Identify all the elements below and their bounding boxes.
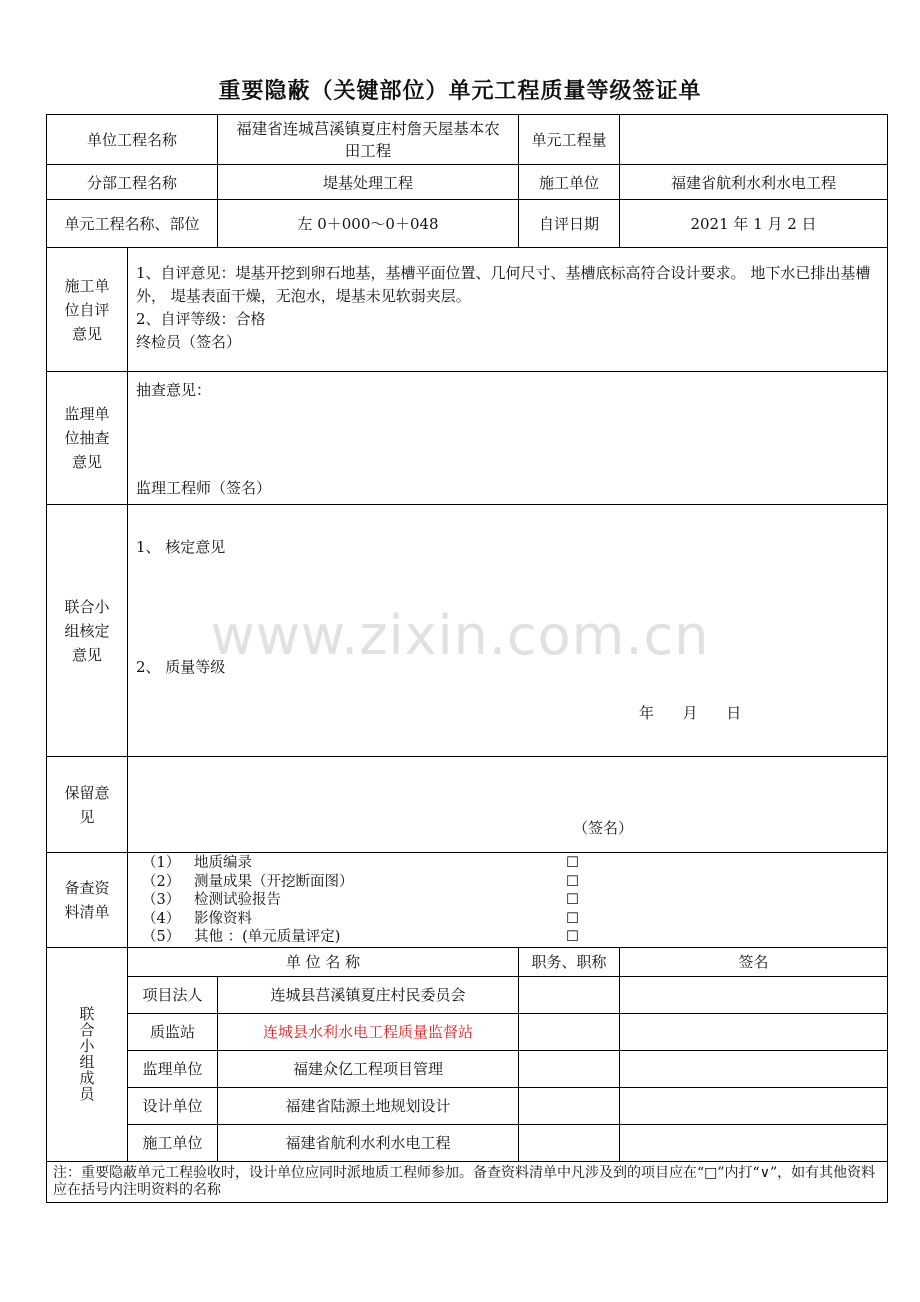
unit-project-name-value: 福建省连城莒溪镇夏庄村詹天屋基本农田工程 bbox=[218, 115, 519, 165]
joint-review-label: 联合小组核定意见 bbox=[47, 505, 128, 757]
members-col-sign: 签名 bbox=[620, 947, 888, 976]
member-name: 福建众亿工程项目管理 bbox=[218, 1050, 519, 1087]
member-title-cell[interactable] bbox=[519, 1124, 620, 1161]
checklist-item bbox=[128, 891, 887, 910]
contractor-value: 福建省航利水利水电工程 bbox=[620, 165, 888, 200]
unit-project-name-label: 单位工程名称 bbox=[47, 115, 218, 165]
joint-review-grade: 2、 质量等级 bbox=[136, 658, 226, 676]
member-row bbox=[47, 1013, 888, 1050]
member-role: 质监站 bbox=[128, 1013, 218, 1050]
certificate-form bbox=[46, 114, 888, 1203]
checkbox-icon[interactable]: ☐ bbox=[566, 892, 579, 908]
member-title-cell[interactable] bbox=[519, 1050, 620, 1087]
checklist-item bbox=[128, 854, 887, 873]
member-title-cell[interactable] bbox=[519, 1013, 620, 1050]
member-row bbox=[47, 1124, 888, 1161]
joint-review-date: 年 月 日 bbox=[639, 704, 742, 722]
member-sign-cell[interactable] bbox=[620, 1124, 888, 1161]
reserved-sign: （签名） bbox=[573, 819, 634, 837]
member-sign-cell[interactable] bbox=[620, 1087, 888, 1124]
checkbox-icon[interactable]: ☐ bbox=[566, 929, 579, 945]
checklist-label: 备查资料清单 bbox=[47, 853, 128, 948]
self-eval-opinion: 1、自评意见：堤基开挖到卵石地基，基槽平面位置、几何尺寸、基槽底标高符合设计要求。 地下水已排出基槽外， 堤基表面干燥，无泡水，堤基未见软弱夹层。 bbox=[136, 264, 871, 305]
element-quantity-label: 单元工程量 bbox=[519, 115, 620, 165]
checklist-content bbox=[128, 853, 888, 948]
checkbox-icon[interactable]: ☐ bbox=[566, 873, 579, 890]
watermark: www.zixin.com.cn bbox=[210, 604, 710, 667]
checklist-item-no: （1） bbox=[142, 855, 181, 871]
checklist-item-no: （4） bbox=[142, 910, 181, 927]
checklist-item bbox=[128, 873, 887, 892]
member-name: 连城县水利水电工程质量监督站 bbox=[218, 1013, 519, 1050]
checklist-item-text: 检测试验报告 bbox=[194, 892, 281, 908]
checklist-item bbox=[128, 928, 887, 947]
element-name-label: 单元工程名称、部位 bbox=[47, 200, 218, 248]
self-eval-date-label: 自评日期 bbox=[519, 200, 620, 248]
self-eval-content bbox=[128, 248, 888, 372]
members-label: 联合小组成员 bbox=[79, 1005, 95, 1103]
element-quantity-value[interactable] bbox=[620, 115, 888, 165]
element-name-value: 左 0＋000～0＋048 bbox=[218, 200, 519, 248]
reserved-label: 保留意见 bbox=[47, 757, 128, 853]
member-sign-cell[interactable] bbox=[620, 976, 888, 1013]
member-sign-cell[interactable] bbox=[620, 1013, 888, 1050]
joint-review-opinion: 1、 核定意见 bbox=[136, 538, 226, 556]
reserved-content bbox=[128, 757, 888, 853]
division-project-value: 堤基处理工程 bbox=[218, 165, 519, 200]
member-row bbox=[47, 1087, 888, 1124]
self-eval-label: 施工单位自评意见 bbox=[47, 248, 128, 372]
supervision-content bbox=[128, 372, 888, 505]
checklist-item-no: （2） bbox=[142, 873, 181, 890]
contractor-label: 施工单位 bbox=[519, 165, 620, 200]
checklist-item bbox=[128, 910, 887, 929]
checklist-item-no: （3） bbox=[142, 892, 181, 908]
member-name: 福建省陆源土地规划设计 bbox=[218, 1087, 519, 1124]
joint-review-content bbox=[128, 505, 888, 757]
checklist-item-no: （5） bbox=[142, 929, 181, 945]
checkbox-icon[interactable]: ☐ bbox=[566, 910, 579, 927]
member-title-cell[interactable] bbox=[519, 1087, 620, 1124]
self-eval-date-value: 2021 年 1 月 2 日 bbox=[620, 200, 888, 248]
page-title: 重要隐蔽（关键部位）单元工程质量等级签证单 bbox=[218, 79, 702, 104]
self-eval-grade: 2、自评等级：合格 bbox=[136, 310, 266, 328]
member-role: 施工单位 bbox=[128, 1124, 218, 1161]
members-col-title bbox=[519, 947, 620, 976]
checklist-item-text: 测量成果（开挖断面图） bbox=[194, 873, 354, 890]
member-title-cell[interactable] bbox=[519, 976, 620, 1013]
member-row bbox=[47, 1050, 888, 1087]
member-role: 设计单位 bbox=[128, 1087, 218, 1124]
supervision-opinion: 抽查意见： bbox=[136, 381, 212, 399]
checkbox-icon[interactable]: ☐ bbox=[566, 855, 579, 871]
supervision-engineer-sign: 监理工程师（签名） bbox=[136, 479, 272, 497]
footnote: 注：重要隐蔽单元工程验收时，设计单位应同时派地质工程师参加。备查资料清单中凡涉及到的项目应在“□”内打“∨”，如有其他资料应在括号内注明资料的名称 bbox=[47, 1161, 888, 1202]
member-sign-cell[interactable] bbox=[620, 1050, 888, 1087]
self-eval-inspector-sign: 终检员（签名） bbox=[136, 333, 242, 351]
supervision-label: 监理单位抽查意见 bbox=[47, 372, 128, 505]
division-project-label: 分部工程名称 bbox=[47, 165, 218, 200]
checklist-item-text: 地质编录 bbox=[194, 855, 252, 871]
member-row bbox=[47, 976, 888, 1013]
checklist-item-text: 其他 ：(单元质量评定) bbox=[194, 929, 341, 945]
member-name: 福建省航利水利水电工程 bbox=[218, 1124, 519, 1161]
members-col-unit: 单 位 名 称 bbox=[128, 947, 519, 976]
member-name: 连城县莒溪镇夏庄村民委员会 bbox=[218, 976, 519, 1013]
member-role: 监理单位 bbox=[128, 1050, 218, 1087]
member-role: 项目法人 bbox=[128, 976, 218, 1013]
checklist-item-text: 影像资料 bbox=[194, 910, 252, 927]
members-label-cell bbox=[47, 947, 128, 1161]
members-col-title-text: 职务、职称 bbox=[531, 953, 607, 971]
